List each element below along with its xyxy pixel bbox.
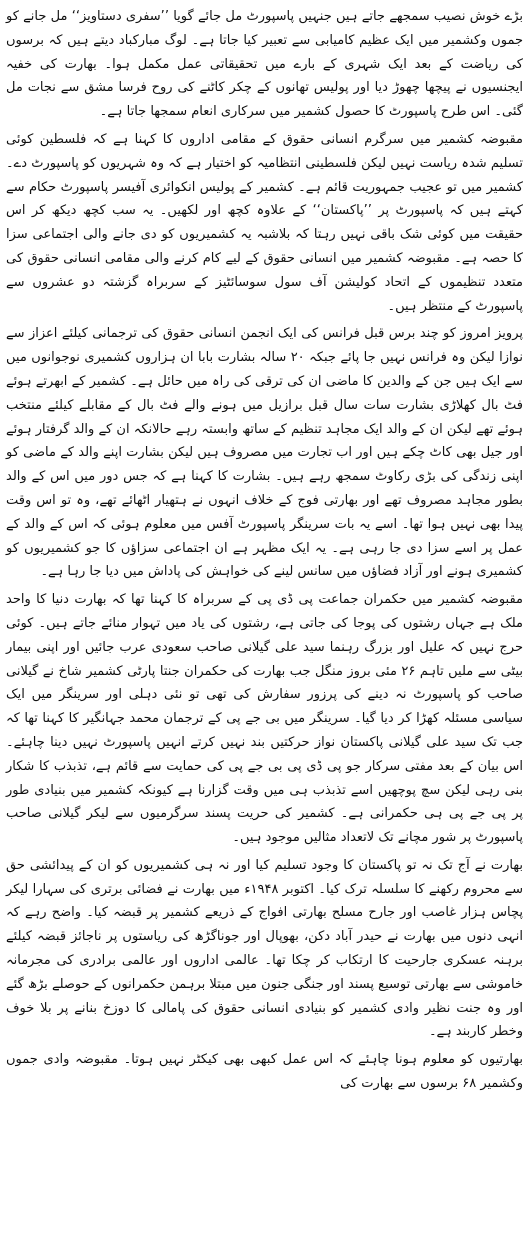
paragraph: بڑے خوش نصیب سمجھے جاتے ہیں جنہیں پاسپورٹ مل جائے گویا ’’سفری دستاویز‘‘ مل جانے کو جموں وکشمیر میں ایک عظیم کامیابی سے تعبیر کیا جاتا ہے۔ لوگ مبارکباد دیتے ہیں کہ برسوں کی ریاضت کے بعد ایک شہری کے بارے میں تحقیقاتی عمل مکمل ہوا۔ بھارت کی خفیہ ایجنسیوں نے پیچھا چھوڑ دیا اور پولیس تھانوں کے چکر کاٹنے کی روح فرسا مشق سے نجات مل گئی۔ اس طرح پاسپورٹ کا حصول کشمیر میں سرکاری انعام سمجھا جاتا ہے۔ bbox=[6, 9, 523, 120]
paragraph: بھارت نے آج تک نہ تو پاکستان کا وجود تسلیم کیا اور نہ ہی کشمیریوں کو ان کے پیدائشی حق سے محروم رکھنے کا سلسلہ ترک کیا۔ اکتوبر ۱۹۴۸ء میں بھارت نے فضائی برتری کی سہارا لیکر پچاس ہزار غاصب اور جارح مسلح بھارتی افواج کے ذریعے کشمیر پر قبضہ کیا۔ واضح رہے کہ انہی دنوں میں بھارت نے حیدر آباد دکن، بھوپال اور جوناگڑھ کی ریاستوں پر ناجائز قبضہ کیلئے برہنہ عسکری جارحیت کا ارتکاب کر چکا تھا۔ عالمی اداروں اور عالمی برادری کی مجرمانہ خاموشی سے بھارتی توسیع پسند اور جنگی جنون میں مبتلا برہمن حکمرانوں کے حوصلے بڑھ گئے اور وہ جنت نظیر وادی کشمیر کو بنیادی انسانی حقوق کی پامالی کا دوزخ بنانے پر بلا خوف وخطر کاربند ہے۔ bbox=[6, 857, 523, 1040]
paragraph: پرویز امروز کو چند برس قبل فرانس کی ایک انجمن انسانی حقوق کی ترجمانی کیلئے اعزاز سے نوازا لیکن وہ فرانس نہیں جا پائے جبکہ ۲۰ سالہ بشارت بابا ان ہزاروں کشمیری نوجوانوں میں سے ایک ہیں جن کے والدین کا ماضی ان کی ترقی کی راہ میں حائل ہے۔ کشمیر کے ابھرتے ہوئے فٹ بال کھلاڑی بشارت سات سال قبل برازیل میں ہونے والے فٹ بال کے مقابلے کیلئے منتخب ہوئے تھے لیکن ان کے والد ایک مجاہد تنظیم کے ساتھ وابستہ رہے حالانکہ ان کے والد گرفتار ہوئے اور جیل بھی کاٹ چکے ہیں اور اب تجارت میں مصروف ہیں لیکن بشارت اپنے والد کے ماضی کو اپنی زندگی کی بڑی رکاوٹ سمجھ رہے ہیں۔ بشارت کا کہنا ہے کہ جس دور میں اس کے والد بطور مجاہد مصروف تھے اور بھارتی فوج کے خلاف انہوں نے ہتھیار اٹھائے تھے، وہ تو اس وقت پیدا بھی نہیں ہوا تھا۔ اسے یہ بات سرینگر پاسپورٹ آفس میں معلوم ہوئی کہ اس کے والد کے عمل پر اسے سزا دی جا رہی ہے۔ یہ ایک مظہر ہے ان اجتماعی سزاؤں کا جو کشمیریوں کو کشمیری ہونے اور آزاد فضاؤں میں سانس لینے کی خواہش کی پاداش میں دیا جا رہا ہے۔ bbox=[6, 326, 523, 580]
paragraph: مقبوضہ کشمیر میں حکمران جماعت پی ڈی پی کے سربراہ کا کہنا تھا کہ بھارت دنیا کا واحد ملک ہے جہاں رشتوں کی پوجا کی جاتی ہے، رشتوں کی یاد میں تہوار منائے جاتے ہیں۔ کوئی حرج نہیں کہ علیل اور بزرگ رہنما سید علی گیلانی صاحب سعودی عرب جائیں اور اپنی بیمار بیٹی سے ملیں تاہم ۲۶ مئی بروز منگل جب بھارت کی حکمران جنتا پارٹی کشمیر شاخ نے گیلانی صاحب کو پاسپورٹ نہ دینے کی پرزور سفارش کی تھی تو نئی دہلی اور سرینگر میں ایک سیاسی مسئلہ کھڑا کر دیا گیا۔ سرینگر میں بی جے پی کے ترجمان محمد جہانگیر کا کہنا تھا کہ جب تک سید علی گیلانی پاکستان نواز حرکتیں بند نہیں کرتے انہیں پاسپورٹ نہیں دینا چاہئے۔ اس بیان کے بعد مفتی سرکار جو پی ڈی پی بی جے پی کی حمایت سے قائم ہے، تذبذب کا شکار بنی رہی لیکن سچ پوچھیں اسے تذبذب ہی میں وقت گزارنا ہے کیونکہ کشمیر میں بنیادی طور پر پی جے پی ہی حکمرانی ہے۔ کشمیر کی حریت پسند سرگرمیوں سے لیکر گیلانی صاحب پاسپورٹ پر شور مچانے تک لاتعداد مثالیں موجود ہیں۔ bbox=[6, 592, 523, 846]
paragraph: مقبوضہ کشمیر میں سرگرم انسانی حقوق کے مقامی اداروں کا کہنا ہے کہ فلسطین کوئی تسلیم شدہ ریاست نہیں لیکن فلسطینی انتظامیہ کو اختیار ہے کہ وہ شہریوں کو پاسپورٹ دے۔ کشمیر میں تو عجیب جمہوریت قائم ہے۔ کشمیر کے پولیس انکوائری آفیسر پاسپورٹ حکام سے کہتے ہیں کہ پاسپورٹ پر ’’پاکستان‘‘ کے علاوہ کچھ اور لکھیں۔ یہ سب کچھ دیکھ کر اس حقیقت میں کوئی شک باقی نہیں رہتا کہ بلاشبہ یہ کشمیریوں کو دی جانے والی اجتماعی سزا کا حصہ ہے۔ مقبوضہ کشمیر میں انسانی حقوق کے لیے کام کرنے والی مقامی انسانی حقوق کی متعدد تنظیموں کے اتحاد کولیشن آف سول سوسائٹیز کے سربراہ گزشتہ دو عشروں سے پاسپورٹ کے منتظر ہیں۔ bbox=[6, 131, 523, 314]
paragraph: بھارتیوں کو معلوم ہونا چاہئے کہ اس عمل کبھی بھی کیکٹر نہیں ہوتا۔ مقبوضہ وادی جموں وکشمیر ۶۸ برسوں سے بھارت کی bbox=[6, 1052, 523, 1092]
